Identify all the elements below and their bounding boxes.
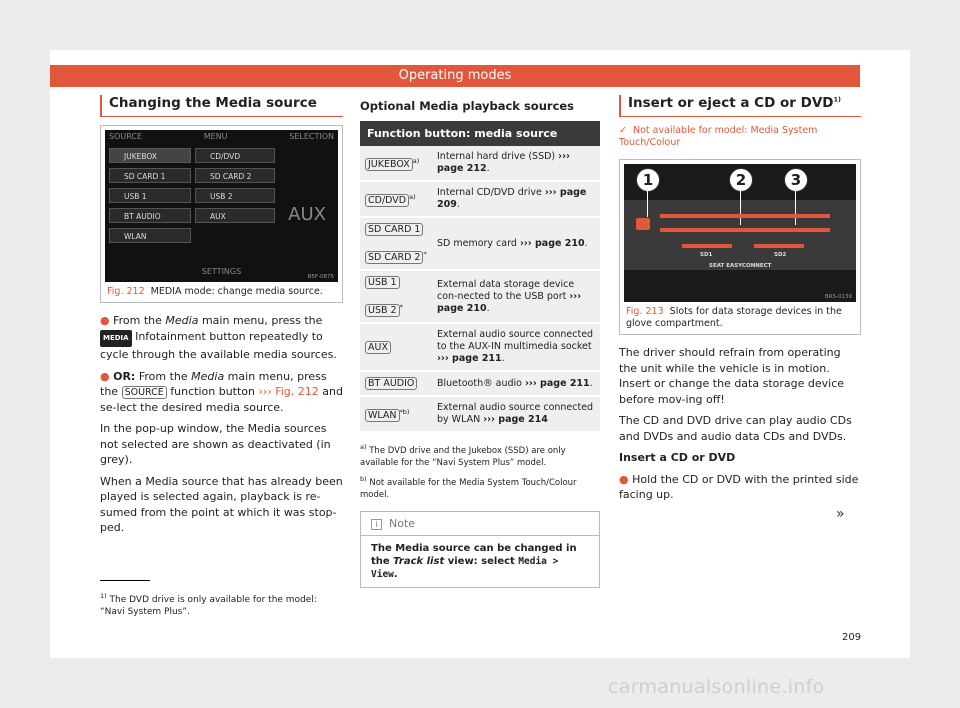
availability-note (619, 125, 861, 149)
text: Infotainment button repeatedly to cycle through the available media sources. (100, 329, 337, 361)
subheading: Insert a CD or DVD (619, 451, 736, 464)
source-key: SOURCE (122, 386, 167, 399)
source-description (432, 217, 600, 270)
source-key: BT AUDIO (365, 377, 417, 390)
figure-caption (624, 302, 856, 330)
source-key: CD/DVD (365, 194, 409, 207)
footnote-ref: * (399, 303, 403, 312)
sd1-label: SD1 (700, 252, 713, 258)
sd2-slot (754, 244, 804, 248)
screen-item-sd1: SD CARD 1 (109, 168, 191, 183)
source-key: AUX (365, 341, 391, 354)
table-row (360, 270, 600, 323)
sd2-label: SD2 (774, 252, 787, 258)
footnote-ref: * (423, 250, 427, 258)
page-link[interactable]: ››› page 212 (437, 151, 570, 174)
source-description (432, 371, 600, 396)
description-text: External audio source connected to the AUX-IN multimedia socket (437, 329, 594, 353)
text: From the (135, 369, 192, 383)
source-description (432, 396, 600, 432)
source-key: USB 1 (365, 276, 400, 289)
footnote-ref: a) (409, 192, 416, 201)
punctuation: . (486, 163, 490, 174)
figure-213 (619, 159, 861, 335)
leader-line (795, 191, 796, 225)
section-title (619, 95, 861, 117)
column-playback-sources (360, 95, 600, 588)
menu-name: Media (165, 314, 199, 327)
description-text: Bluetooth® audio (437, 377, 522, 389)
screen-item-aux: AUX (195, 208, 275, 223)
text: and se-lect the desired media source. (100, 385, 343, 414)
source-description (432, 146, 600, 181)
footnote-rule (100, 580, 150, 581)
figure-caption-text: Slots for data storage devices in the glove compartment. (626, 306, 842, 329)
tab-menu: MENU (203, 132, 228, 141)
source-key-cell (360, 270, 432, 323)
punctuation: . (589, 377, 593, 389)
source-key-cell (360, 146, 432, 181)
description-text: Internal hard drive (SSD) (437, 151, 556, 162)
figure-caption (105, 282, 338, 298)
page-link[interactable]: ››› page 210 (437, 290, 582, 314)
figure-212 (100, 125, 343, 303)
footnote-ref: *b) (399, 408, 410, 417)
page-link[interactable]: ››› page 209 (437, 187, 587, 210)
footnote-text: Not available for the Media System Touch/Colour model. (360, 477, 577, 500)
chapter-header: Operating modes (50, 65, 860, 87)
footnote-b: $^{b)}$ Not available for the Media System Touch/Colour model. (360, 475, 577, 500)
tab-selection: SELECTION (289, 132, 334, 141)
text: main menu, press the (198, 314, 323, 327)
screen-item-bt: BT AUDIO (109, 208, 191, 223)
paragraph: When a Media source that has already been played is selected again, playback is re-sumed from the point at which it was stop-ped. (100, 474, 343, 534)
bullet-icon: ● (100, 369, 110, 383)
source-key: WLAN (365, 409, 400, 422)
description-text: SD memory card (437, 237, 517, 249)
paragraph: The CD and DVD drive can play audio CDs and DVDs and audio data CDs and DVDs. (619, 414, 852, 443)
media-key: MEDIA (100, 330, 132, 348)
footnote-mark: 1) (100, 592, 107, 600)
cd-slot (660, 214, 830, 218)
page-link[interactable]: ››› page 211 (437, 353, 502, 365)
leader-line (647, 191, 648, 217)
paragraph: In the pop-up window, the Media sources not selected are shown as deactivated (in grey). (100, 422, 331, 466)
text: main menu, press the (100, 369, 327, 398)
source-key-cell (360, 371, 432, 396)
source-key: SD CARD 2 (365, 251, 423, 264)
punctuation: . (456, 199, 460, 210)
media-screen (105, 130, 338, 282)
text: The Media source can be changed in the (371, 542, 577, 567)
source-key: USB 2 (365, 304, 400, 317)
table-row (360, 323, 600, 371)
section-title: Optional Media playback sources (360, 99, 575, 113)
source-key-cell (360, 181, 432, 217)
source-key-cell (360, 323, 432, 371)
table-header: Function button: media source (360, 121, 600, 146)
footnote-a: $^{a)}$ The DVD drive and the Jukebox (SSD) are only available for the “Navi System Plus” model. (360, 443, 566, 469)
table-row (360, 217, 600, 270)
eject-button (636, 218, 650, 230)
instruction (619, 472, 861, 503)
source-key: JUKEBOX (365, 158, 413, 171)
or-label: OR: (113, 369, 136, 383)
screen-item-wlan: WLAN (109, 228, 191, 243)
punctuation: . (501, 353, 505, 365)
text: function button (166, 385, 259, 398)
screen-item-jukebox: JUKEBOX (109, 148, 191, 163)
description-text: Internal CD/DVD drive (437, 187, 542, 198)
page-footnote (100, 590, 340, 618)
screen-tabs (105, 132, 338, 141)
source-description (432, 323, 600, 371)
page-number: 209 (842, 632, 862, 643)
leader-line (740, 191, 741, 225)
sources-table (360, 121, 600, 433)
text: view: select (444, 555, 519, 567)
figure-number: Fig. 213 (626, 306, 664, 317)
figure-code: BRS-0139 (824, 294, 852, 300)
note-body (361, 536, 599, 587)
label-3: 3 (784, 168, 808, 192)
tab-source: SOURCE (109, 132, 143, 141)
table-row (360, 371, 600, 396)
table-row (360, 396, 600, 432)
check-icon: ✓ (619, 125, 627, 136)
text: From the (113, 314, 166, 327)
punctuation: . (486, 302, 490, 314)
footnote-text: The DVD drive and the Jukebox (SSD) are only available for the “Navi System Plus” model. (360, 446, 566, 469)
figure-caption-text: MEDIA mode: change media source. (150, 286, 323, 297)
table-row (360, 146, 600, 181)
screen-aux-label: AUX (288, 204, 326, 225)
title-text: Insert or eject a CD or DVD (628, 95, 834, 111)
menu-name: Media (191, 369, 225, 383)
text: . (393, 568, 398, 580)
footnote-ref: 1) (833, 95, 841, 104)
screen-item-usb1: USB 1 (109, 188, 191, 203)
source-key: SD CARD 1 (365, 223, 423, 236)
note-box (360, 511, 600, 588)
text: Hold the CD or DVD with the printed side facing up. (619, 472, 859, 501)
brand-label: SEAT EASYCONNECT (709, 263, 772, 269)
cd-slot-lower (660, 228, 830, 232)
source-description (432, 270, 600, 323)
continue-icon: » (836, 506, 845, 522)
figure-number: Fig. 212 (107, 286, 145, 297)
info-icon: i (371, 519, 382, 530)
page-link[interactable]: ››› page 210 (519, 237, 585, 249)
source-key-cell (360, 396, 432, 432)
column-insert-eject (619, 95, 861, 509)
description-text: External audio source connected by WLAN (437, 402, 594, 426)
label-1: 1 (636, 168, 660, 192)
source-key-cell (360, 217, 432, 270)
description-text: External data storage device con-nected to the USB port (437, 278, 575, 302)
section-title: Changing the Media source (100, 95, 343, 117)
label-2: 2 (729, 168, 753, 192)
sd1-slot (682, 244, 732, 248)
page-link[interactable]: ››› page 211 (525, 377, 590, 389)
screen-settings: SETTINGS (201, 267, 242, 276)
footnote-text: The DVD drive is only available for the model: “Navi System Plus”. (100, 595, 317, 617)
screen-item-sd2: SD CARD 2 (195, 168, 275, 183)
bullet-icon: ● (619, 472, 629, 486)
note-title: Note (389, 516, 416, 530)
footnote-ref: a) (412, 156, 420, 165)
availability-text: Not available for model: Media System Touch/Colour (619, 125, 818, 148)
table-row (360, 181, 600, 217)
instruction-2 (100, 369, 343, 416)
view-name: Track list (393, 555, 445, 567)
instruction-1 (100, 313, 343, 363)
source-description (432, 181, 600, 217)
figure-code: B5F-0875 (307, 274, 334, 280)
page-link[interactable]: ››› page 214 (483, 414, 548, 426)
paragraph: The driver should refrain from operating the unit while the vehicle is in motion. Insert or change the data storage device before mov-ing off! (619, 346, 845, 406)
watermark: carmanualsonline.info (608, 676, 825, 698)
glovebox-illustration (624, 164, 856, 302)
column-media-source (100, 95, 343, 542)
screen-item-usb2: USB 2 (195, 188, 275, 203)
note-header (361, 512, 599, 536)
figure-link[interactable]: ››› Fig. 212 (258, 385, 319, 398)
bullet-icon: ● (100, 314, 110, 327)
menu-path: Media > View (371, 555, 559, 580)
screen-item-cddvd: CD/DVD (195, 148, 275, 163)
punctuation: . (584, 237, 588, 249)
